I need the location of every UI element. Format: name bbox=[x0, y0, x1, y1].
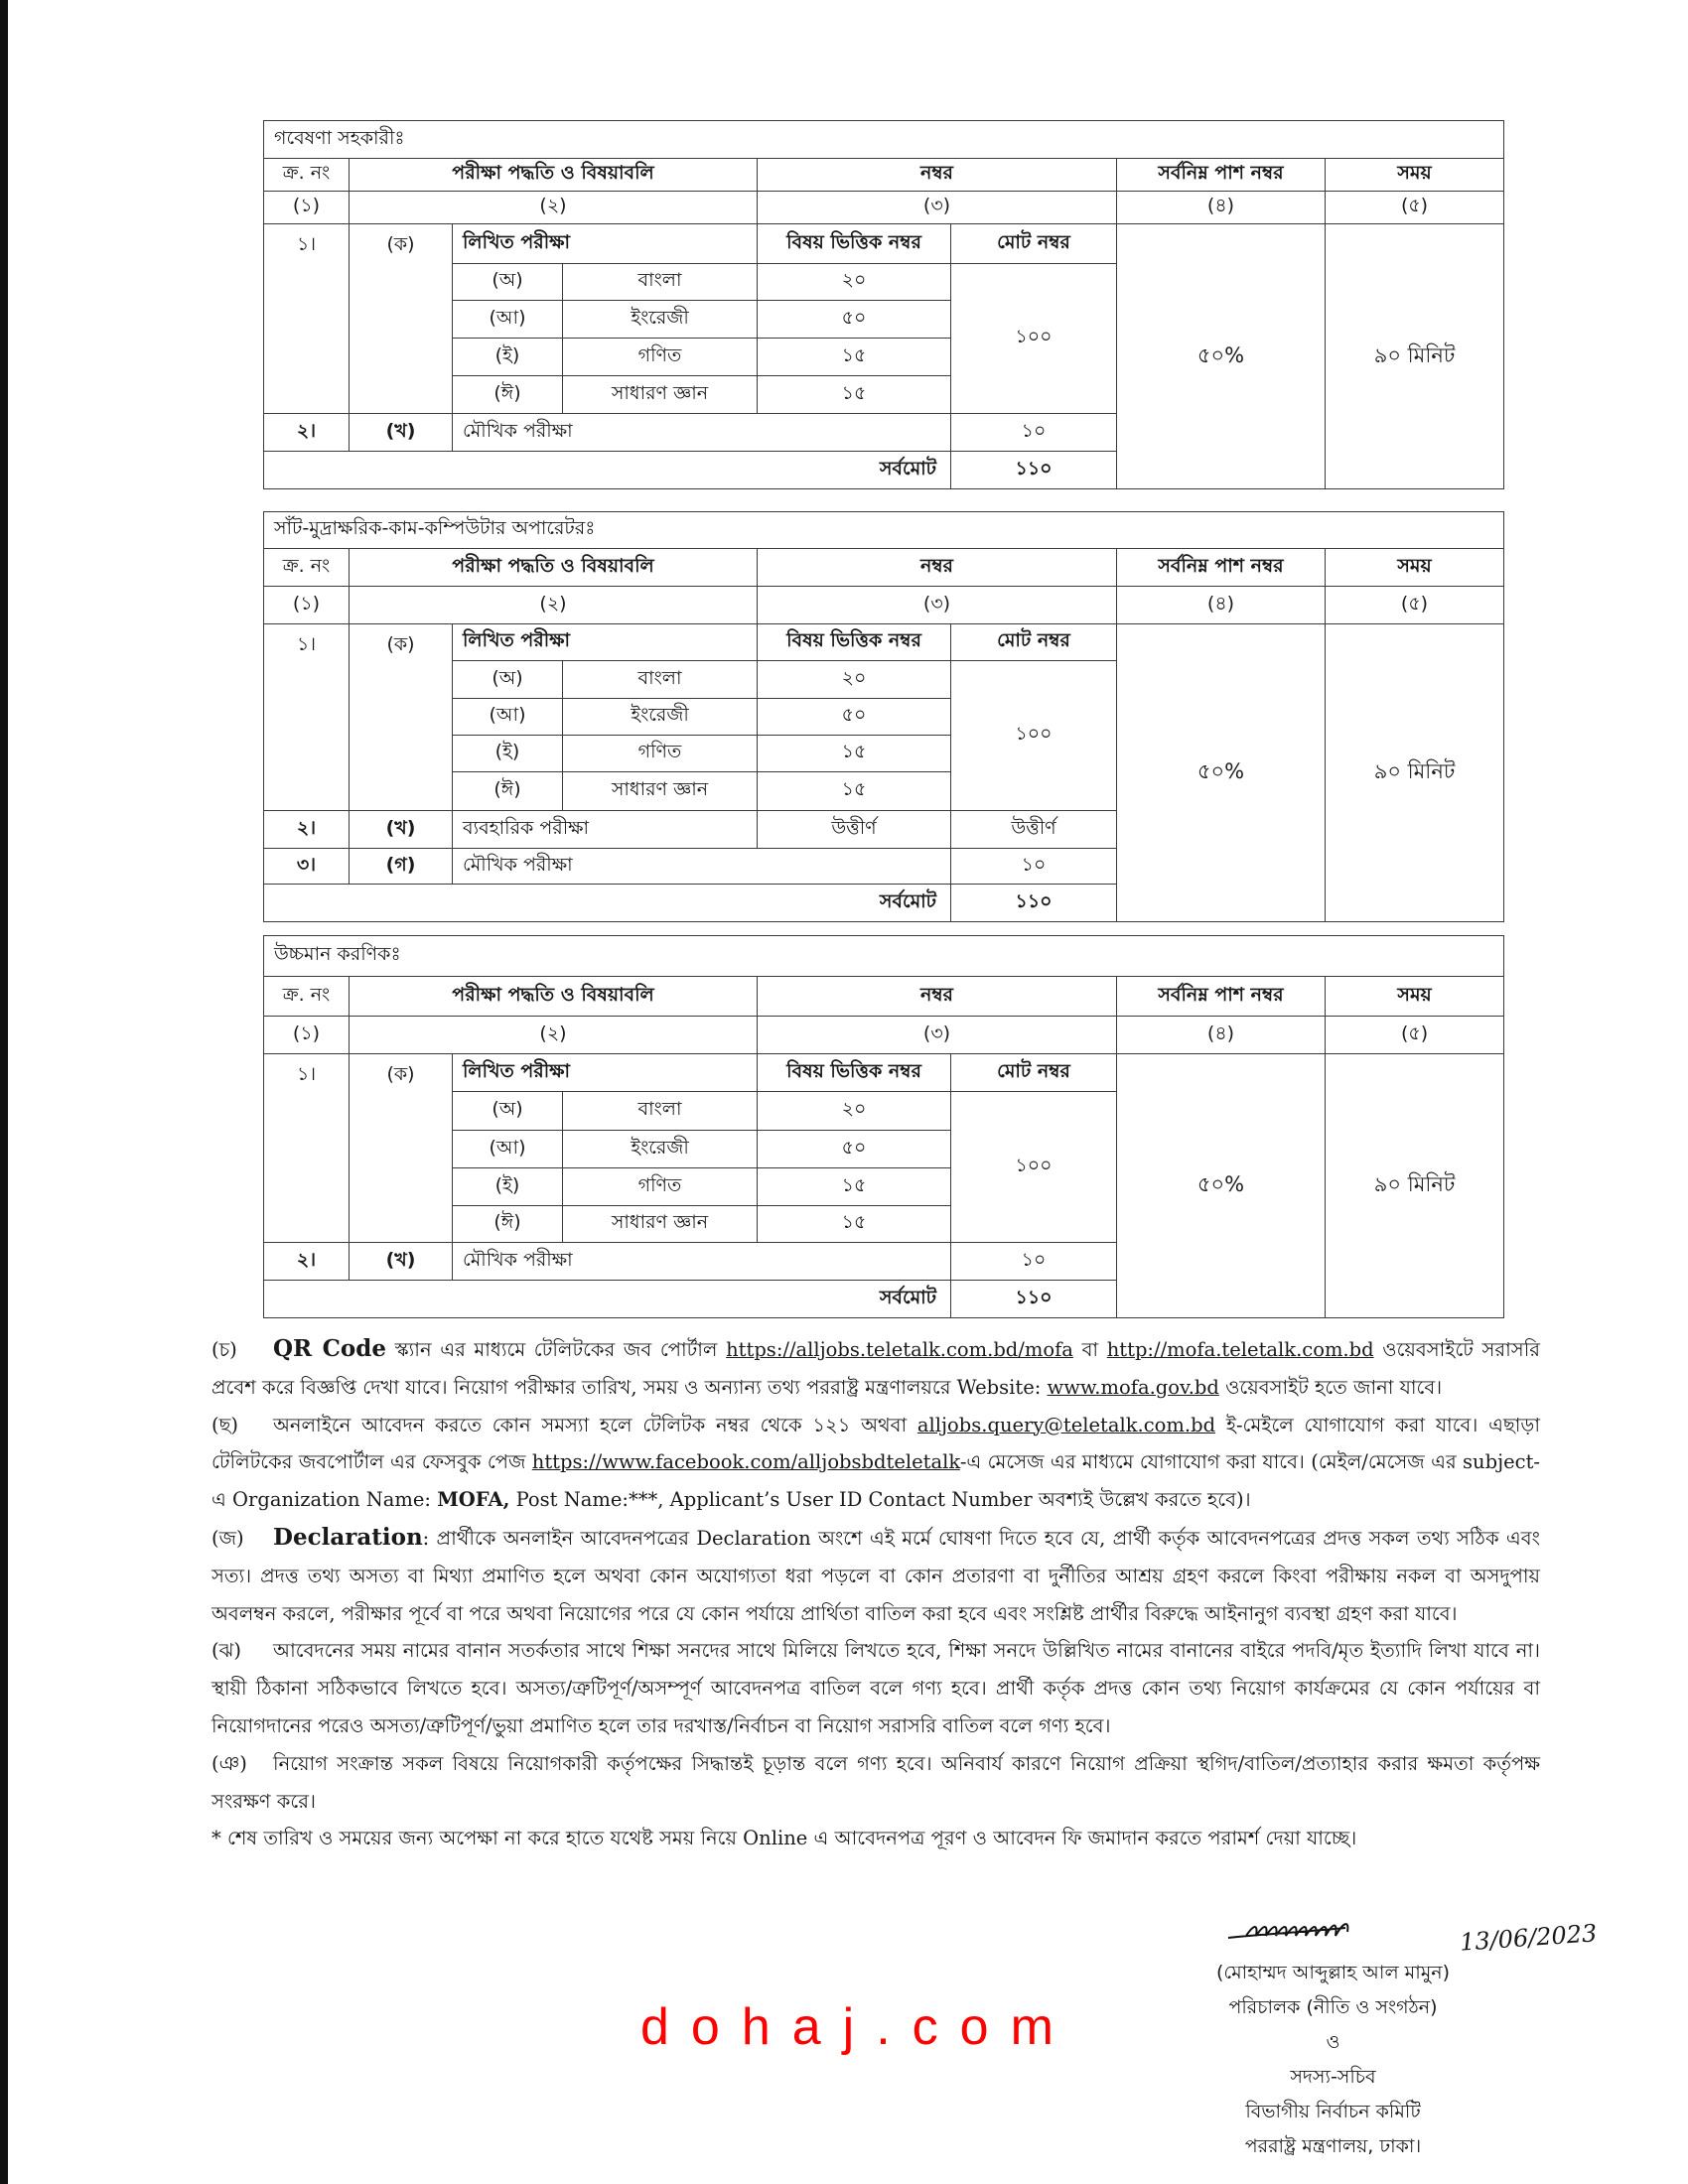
oral-exam-marks: ১০ bbox=[951, 1243, 1117, 1281]
header-marks: নম্বর bbox=[758, 549, 1117, 587]
subject-marks-header: বিষয় ভিত্তিক নম্বর bbox=[758, 224, 951, 264]
col-number: (৫) bbox=[1326, 587, 1504, 624]
subject-code: (আ) bbox=[453, 699, 563, 736]
subject-marks: ৫০ bbox=[758, 1131, 951, 1168]
header-marks: নম্বর bbox=[758, 977, 1117, 1017]
para-label: (ঝ) bbox=[211, 1639, 241, 1663]
table-title: গবেষণা সহকারীঃ bbox=[264, 121, 1504, 159]
header-method: পরীক্ষা পদ্ধতি ও বিষয়াবলি bbox=[350, 977, 758, 1017]
subject-code: (ই) bbox=[453, 1168, 563, 1206]
row-serial: ২। bbox=[264, 414, 350, 452]
practical-exam-total-marks: উত্তীর্ণ bbox=[951, 811, 1117, 849]
subject-marks: ১৫ bbox=[758, 376, 951, 414]
subject-name: ইংরেজী bbox=[563, 699, 758, 736]
header-pass-marks: সর্বনিম্ন পাশ নম্বর bbox=[1117, 159, 1326, 192]
grand-total-label: সর্বমোট bbox=[264, 885, 951, 922]
header-pass-marks: সর্বনিম্ন পাশ নম্বর bbox=[1117, 977, 1326, 1017]
subject-code: (আ) bbox=[453, 1131, 563, 1168]
subject-name: গণিত bbox=[563, 736, 758, 772]
row-code: (খ) bbox=[350, 414, 453, 452]
exam-table-stenographer bbox=[263, 511, 1504, 922]
header-marks: নম্বর bbox=[758, 159, 1117, 192]
para-text: ই-মেইলে যোগাযোগ করা যাবে। এছাড়া টেলিটকের জবপোর্টাল এর ফেসবুক পেজ bbox=[211, 1413, 1540, 1474]
oral-exam-marks: ১০ bbox=[951, 849, 1117, 885]
para-label: (চ) bbox=[211, 1338, 237, 1361]
subject-code: (ঈ) bbox=[453, 1206, 563, 1243]
col-number: (২) bbox=[350, 587, 758, 624]
signatory-designation: পরিচালক (নীতি ও সংগঠন) bbox=[1228, 1996, 1438, 2018]
signature-block bbox=[1142, 1886, 1688, 2184]
written-exam-label: লিখিত পরীক্ষা bbox=[453, 224, 758, 264]
subject-marks: ২০ bbox=[758, 661, 951, 699]
total-marks-header: মোট নম্বর bbox=[951, 224, 1117, 264]
col-number: (৩) bbox=[758, 1017, 1117, 1054]
header-time: সময় bbox=[1326, 159, 1504, 192]
col-number: (১) bbox=[264, 192, 350, 224]
signatory-role: সদস্য-সচিব bbox=[1290, 2066, 1376, 2088]
header-method: পরীক্ষা পদ্ধতি ও বিষয়াবলি bbox=[350, 159, 758, 192]
header-serial: ক্র. নং bbox=[264, 977, 350, 1017]
exam-time: ৯০ মিনিট bbox=[1326, 224, 1504, 489]
pass-marks: ৫০% bbox=[1117, 224, 1326, 489]
grand-total: ১১০ bbox=[951, 1281, 1117, 1318]
row-serial: ১। bbox=[264, 1054, 350, 1243]
subject-marks: ২০ bbox=[758, 1092, 951, 1131]
para-text: Post Name:***, Applicant’s User ID Contact Number অবশ্যই উল্লেখ করতে হবে)। bbox=[509, 1488, 1251, 1512]
row-code: (ক) bbox=[350, 624, 453, 811]
header-time: সময় bbox=[1326, 977, 1504, 1017]
mofa-teletalk-link[interactable]: http://mofa.teletalk.com.bd bbox=[1106, 1338, 1374, 1361]
subject-name: বাংলা bbox=[563, 661, 758, 699]
para-text: -এ মেসেজ এর মাধ্যমে যোগাযোগ করা যাবে। (মেইল/মেসেজ এর subject-এ Organization Name: bbox=[211, 1450, 1540, 1512]
para-text: বা bbox=[1072, 1338, 1107, 1361]
header-serial: ক্র. নং bbox=[264, 549, 350, 587]
para-text: স্ক্যান এর মাধ্যমে টেলিটকের জব পোর্টাল bbox=[385, 1338, 727, 1361]
subject-code: (ই) bbox=[453, 736, 563, 772]
signature-scribble-icon bbox=[1226, 1914, 1465, 1944]
written-exam-label: লিখিত পরীক্ষা bbox=[453, 624, 758, 661]
row-serial: ২। bbox=[264, 811, 350, 849]
header-method: পরীক্ষা পদ্ধতি ও বিষয়াবলি bbox=[350, 549, 758, 587]
col-number: (৪) bbox=[1117, 1017, 1326, 1054]
org-name: MOFA, bbox=[437, 1488, 510, 1512]
oral-exam-label: মৌখিক পরীক্ষা bbox=[453, 849, 951, 885]
col-number: (২) bbox=[350, 192, 758, 224]
row-serial: ২। bbox=[264, 1243, 350, 1281]
signatory-details bbox=[1142, 1956, 1524, 2164]
deadline-note: * শেষ তারিখ ও সময়ের জন্য অপেক্ষা না করে হাতে যথেষ্ট সময় নিয়ে Online এ আবেদনপত্র পূরণ ও আবেদন ফি জমাদান করতে পরামর্শ দেয়া যাচ্ছে। bbox=[211, 1827, 1357, 1850]
header-time: সময় bbox=[1326, 549, 1504, 587]
para-jha bbox=[211, 1632, 1540, 1744]
subject-marks-header: বিষয় ভিত্তিক নম্বর bbox=[758, 624, 951, 661]
signatory-committee: বিভাগীয় নির্বাচন কমিটি bbox=[1245, 2101, 1421, 2122]
mofa-website-link[interactable]: www.mofa.gov.bd bbox=[1047, 1375, 1219, 1399]
subject-code: (আ) bbox=[453, 301, 563, 339]
col-number: (১) bbox=[264, 587, 350, 624]
exam-table-research-assistant bbox=[263, 120, 1504, 489]
col-number: (৪) bbox=[1117, 192, 1326, 224]
oral-exam-label: মৌখিক পরীক্ষা bbox=[453, 414, 951, 452]
practical-exam-label: ব্যবহারিক পরীক্ষা bbox=[453, 811, 758, 849]
subject-code: (ঈ) bbox=[453, 772, 563, 811]
grand-total: ১১০ bbox=[951, 885, 1117, 922]
subject-code: (ঈ) bbox=[453, 376, 563, 414]
subject-marks-header: বিষয় ভিত্তিক নম্বর bbox=[758, 1054, 951, 1092]
subject-name: সাধারণ জ্ঞান bbox=[563, 772, 758, 811]
signature-date: 13/06/2023 bbox=[1459, 1919, 1599, 1957]
col-number: (১) bbox=[264, 1017, 350, 1054]
subject-name: বাংলা bbox=[563, 264, 758, 301]
row-serial: ১। bbox=[264, 224, 350, 414]
subject-marks: ১৫ bbox=[758, 736, 951, 772]
col-number: (২) bbox=[350, 1017, 758, 1054]
para-text: নিয়োগ সংক্রান্ত সকল বিষয়ে নিয়োগকারী কর্তৃপক্ষের সিদ্ধান্তই চূড়ান্ত বলে গণ্য হবে। অনিবার্য কারণে নিয়োগ প্রক্রিয়া স্থগিদ/বাতিল/প্রত্যাহার করার ক্ষমতা কর্তৃপক্ষ সংরক্ষণ করে। bbox=[211, 1751, 1540, 1813]
subject-name: সাধারণ জ্ঞান bbox=[563, 1206, 758, 1243]
para-label: (ছ) bbox=[211, 1413, 239, 1436]
row-code: (গ) bbox=[350, 849, 453, 885]
subject-code: (অ) bbox=[453, 661, 563, 699]
alljobs-mofa-link[interactable]: https://alljobs.teletalk.com.bd/mofa bbox=[726, 1338, 1073, 1361]
header-serial: ক্র. নং bbox=[264, 159, 350, 192]
para-label: (ঞ) bbox=[211, 1751, 247, 1775]
table-title: উচ্চমান করণিকঃ bbox=[264, 936, 1504, 977]
total-marks-header: মোট নম্বর bbox=[951, 624, 1117, 661]
subject-marks: ১৫ bbox=[758, 772, 951, 811]
exam-time: ৯০ মিনিট bbox=[1326, 624, 1504, 922]
para-text: ওয়েবসাইটে সরাসরি প্রবেশ করে বিজ্ঞপ্তি দেখা যাবে। নিয়োগ পরীক্ষার তারিখ, সময় ও অন্যান্য তথ্য পররাষ্ট্র মন্ত্রণালয়রে Website: bbox=[211, 1338, 1540, 1399]
watermark: dohaj.com bbox=[640, 1998, 1075, 2056]
subject-marks: ৫০ bbox=[758, 699, 951, 736]
para-nya bbox=[211, 1745, 1540, 1821]
written-total-marks: ১০০ bbox=[951, 661, 1117, 811]
para-text: অনলাইনে আবেদন করতে কোন সমস্যা হলে টেলিটক নম্বর থেকে ১২১ অথবা bbox=[273, 1413, 917, 1436]
para-label: (জ) bbox=[211, 1526, 244, 1550]
subject-name: ইংরেজী bbox=[563, 301, 758, 339]
subject-code: (অ) bbox=[453, 1092, 563, 1131]
pass-marks: ৫০% bbox=[1117, 1054, 1326, 1318]
facebook-page-link[interactable]: https://www.facebook.com/alljobsbdteletalk bbox=[531, 1450, 960, 1474]
para-text: আবেদনের সময় নামের বানান সতর্কতার সাথে শিক্ষা সনদের সাথে মিলিয়ে লিখতে হবে, শিক্ষা সনদে উল্লিখিত নামের বানানের বাইরে পদবি/মৃত ইত্যাদি লিখা যাবে না। স্থায়ী ঠিকানা সঠিকভাবে লিখতে হবে। অসত্য/ত্রুটিপূর্ণ/অসম্পূর্ণ আবেদনপত্র বাতিল বলে গণ্য হবে। প্রার্থী কর্তৃক প্রদত্ত কোন তথ্য নিয়োগ কার্যক্রমের যে কোন পর্যায়ের বা নিয়োগদানের পরেও অসত্য/ত্রুটিপূর্ণ/ভুয়া প্রমাণিত হলে তার দরখাস্ত/নির্বাচন বা নিয়োগ সরাসরি বাতিল বলে গণ্য হবে। bbox=[211, 1639, 1540, 1737]
written-total-marks: ১০০ bbox=[951, 1092, 1117, 1243]
support-email-link[interactable]: alljobs.query@teletalk.com.bd bbox=[916, 1413, 1216, 1436]
instructions bbox=[211, 1330, 1540, 1857]
oral-exam-marks: ১০ bbox=[951, 414, 1117, 452]
subject-name: গণিত bbox=[563, 339, 758, 376]
written-exam-label: লিখিত পরীক্ষা bbox=[453, 1054, 758, 1092]
subject-name: ইংরেজী bbox=[563, 1131, 758, 1168]
exam-time: ৯০ মিনিট bbox=[1326, 1054, 1504, 1318]
row-serial: ৩। bbox=[264, 849, 350, 885]
col-number: (৩) bbox=[758, 587, 1117, 624]
subject-marks: ৫০ bbox=[758, 301, 951, 339]
row-code: (খ) bbox=[350, 1243, 453, 1281]
subject-marks: ২০ bbox=[758, 264, 951, 301]
scan-edge bbox=[0, 0, 8, 2184]
row-code: (ক) bbox=[350, 224, 453, 414]
practical-exam-subject-marks: উত্তীর্ণ bbox=[758, 811, 951, 849]
para-cha bbox=[211, 1330, 1540, 1407]
para-ja bbox=[211, 1519, 1540, 1632]
qr-code-lead: QR Code bbox=[273, 1335, 386, 1362]
subject-name: গণিত bbox=[563, 1168, 758, 1206]
subject-marks: ১৫ bbox=[758, 1168, 951, 1206]
para-chha bbox=[211, 1407, 1540, 1519]
subject-code: (ই) bbox=[453, 339, 563, 376]
header-pass-marks: সর্বনিম্ন পাশ নম্বর bbox=[1117, 549, 1326, 587]
row-serial: ১। bbox=[264, 624, 350, 811]
declaration-lead: Declaration bbox=[273, 1523, 423, 1551]
grand-total-label: সর্বমোট bbox=[264, 452, 951, 489]
subject-code: (অ) bbox=[453, 264, 563, 301]
subject-name: সাধারণ জ্ঞান bbox=[563, 376, 758, 414]
subject-marks: ১৫ bbox=[758, 339, 951, 376]
exam-table-upper-division-clerk bbox=[263, 935, 1504, 1318]
subject-marks: ১৫ bbox=[758, 1206, 951, 1243]
row-code: (ক) bbox=[350, 1054, 453, 1243]
col-number: (৫) bbox=[1326, 192, 1504, 224]
col-number: (৩) bbox=[758, 192, 1117, 224]
col-number: (৪) bbox=[1117, 587, 1326, 624]
written-total-marks: ১০০ bbox=[951, 264, 1117, 414]
signatory-office: পররাষ্ট্র মন্ত্রণালয়, ঢাকা। bbox=[1244, 2135, 1422, 2157]
oral-exam-label: মৌখিক পরীক্ষা bbox=[453, 1243, 951, 1281]
grand-total: ১১০ bbox=[951, 452, 1117, 489]
table-title: সাঁট-মুদ্রাক্ষরিক-কাম-কম্পিউটার অপারেটরঃ bbox=[264, 512, 1504, 549]
conjunction: ও bbox=[1326, 2031, 1340, 2053]
para-text: ওয়েবসাইট হতে জানা যাবে। bbox=[1218, 1375, 1443, 1399]
grand-total-label: সর্বমোট bbox=[264, 1281, 951, 1318]
signatory-name: (মোহাম্মদ আব্দুল্লাহ আল মামুন) bbox=[1215, 1962, 1451, 1983]
para-text: : প্রার্থীকে অনলাইন আবেদনপত্রের Declaration অংশে এই মর্মে ঘোষণা দিতে হবে যে, প্রার্থী কর্তৃক আবেদনপত্রের প্রদত্ত সকল তথ্য সঠিক এবং সত্য। প্রদত্ত তথ্য অসত্য বা মিথ্যা প্রমাণিত হলে অথবা কোন অযোগ্যতা ধরা পড়লে বা কোন প্রতারণা বা দুর্নীতির আশ্রয় গ্রহণ করলে কিংবা পরীক্ষায় নকল বা অসদুপায় অবলম্বন করলে, পরীক্ষার পূর্বে বা পরে অথবা নিয়োগের পরে যে কোন পর্যায়ে প্রার্থিতা বাতিল করা হবে এবং সংশ্লিষ্ট প্রার্থীর বিরুদ্ধে আইনানুগ ব্যবস্থা গ্রহণ করা যাবে। bbox=[211, 1526, 1540, 1625]
pass-marks: ৫০% bbox=[1117, 624, 1326, 922]
total-marks-header: মোট নম্বর bbox=[951, 1054, 1117, 1092]
row-code: (খ) bbox=[350, 811, 453, 849]
col-number: (৫) bbox=[1326, 1017, 1504, 1054]
subject-name: বাংলা bbox=[563, 1092, 758, 1131]
